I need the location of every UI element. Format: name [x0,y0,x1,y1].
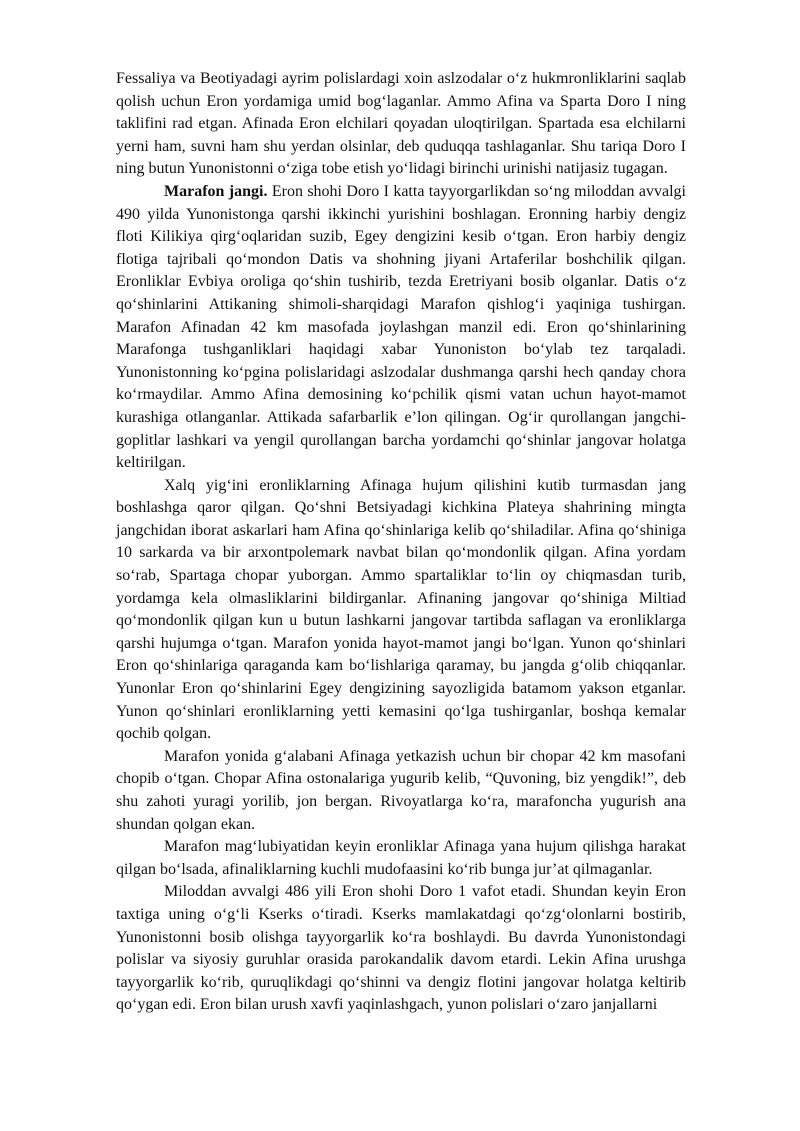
paragraph-text: Miloddan avvalgi 486 yili Eron shohi Doro 1 vafot etadi. Shundan keyin Eron taxtiga uning o‘g‘li Kserks o‘tiradi. Kserks mamlakatdagi qo‘zg‘olonlarni bostirib, Yunonistonni bosib olishga tayyorgarlik ko‘ra boshlaydi. Bu davrda Yunonistondagi polislar va siyosiy guruhlar orasida parokandalik davom etardi. Lekin Afina urushga tayyorgarlik ko‘rib, quruqlikdagi qo‘shinni va dengiz flotini jangovar holatga keltirib qo‘ygan edi. Eron bilan urush xavfi yaqinlashgach, yunon polislari o‘zaro janjallarni [116,883,686,1014]
paragraph-text: Xalq yig‘ini eronliklarning Afinaga hujum qilishini kutib turmasdan jang boshlashga qaror qilgan. Qo‘shni Betsiyadagi kichkina Plateya shahrining mingta jangchidan iborat askarlari ham Afina qo‘shinlariga kelib qo‘shiladilar. Afina qo‘shiniga 10 sarkarda va bir arxontpolemark navbat bilan qo‘mondonlik qilgan. Afina yordam so‘rab, Spartaga chopar yuborgan. Ammo spartaliklar to‘lin oy chiqmasdan turib, yordamga kela olmasliklarini bildirganlar. Afinaning jangovar qo‘shiniga Miltiad qo‘mondonlik qilgan kun u butun lashkarni jangovar tartibda saflagan va eronliklarga qarshi hujumga o‘tgan. Marafon yonida hayot-mamot jangi bo‘lgan. Yunon qo‘shinlari Eron qo‘shinlariga qaraganda kam bo‘lishlariga qaramay, bu jangda g‘olib chiqqanlar. Yunonlar Eron qo‘shinlarini Egey dengizining sayozligida batamom yakson etganlar. Yunon qo‘shinlari eronliklarning yetti kemasini qo‘lga tushirganlar, boshqa kemalar qochib qolgan. [116,476,686,743]
paragraph-text: Marafon mag‘lubiyatidan keyin eronliklar Afinaga yana hujum qilishga harakat qilgan bo‘lsada, afinaliklarning kuchli mudofaasini ko‘rib bunga jur’at qilmaganlar. [116,838,686,878]
paragraph-text: Fessaliya va Beotiyadagi ayrim polislardagi xoin aslzodalar o‘z hukmronliklarini saqlab qolish uchun Eron yordamiga umid bog‘laganlar. Ammo Afina va Sparta Doro I ning taklifini rad etgan. Afinada Eron elchilari qoyadan uloqtirilgan. Spartada esa elchilarni yerni ham, suvni ham shu yerdan olsinlar, deb quduqqa tashlaganlar. Shu tariqa Doro I ning butun Yunonistonni o‘ziga tobe etish yo‘lidagi birinchi urinishi natijasiz tugagan. [116,70,686,178]
document-page [116,68,686,1017]
paragraph-6 [116,881,686,1017]
paragraph-1 [116,68,686,181]
paragraph-3 [116,475,686,746]
section-heading-marathon-battle: Marafon jangi. [164,182,268,200]
paragraph-5 [116,836,686,881]
paragraph-2 [116,181,686,475]
paragraph-4 [116,746,686,836]
paragraph-text: Marafon yonida g‘alabani Afinaga yetkazish uchun bir chopar 42 km masofani chopib o‘tgan. Chopar Afina ostonalariga yugurib kelib, “Quvoning, biz yengdik!”, deb shu zahoti yuragi yorilib, jon bergan. Rivoyatlarga ko‘ra, marafoncha yugurish ana shundan qolgan ekan. [116,747,686,833]
paragraph-text: Eron shohi Doro I katta tayyorgarlikdan so‘ng miloddan avvalgi 490 yilda Yunonistonga qarshi ikkinchi yurishini boshlagan. Eronning harbiy dengiz floti Kilikiya qirg‘oqlaridan suzib, Egey dengizini kesib o‘tgan. Eron harbiy dengiz flotiga tajribali qo‘mondon Datis va shohning jiyani Artaferilar boshchilik qilgan. Eronliklar Evbiya oroliga qo‘shin tushirib, tezda Eretriyani bosib olganlar. Datis o‘z qo‘shinlarini Attikaning shimoli-sharqidagi Marafon qishlog‘i yaqiniga tushirgan. Marafon Afinadan 42 km masofada joylashgan manzil edi. Eron qo‘shinlarining Marafonga tushganliklari haqidagi xabar Yunoniston bo‘ylab tez tarqaladi. Yunonistonning ko‘pgina polislaridagi aslzodalar dushmanga qarshi hech qanday chora ko‘rmaydilar. Ammo Afina demosining ko‘pchilik qismi vatan uchun hayot-mamot kurashiga otlanganlar. Attikada safarbarlik e’lon qilingan. Og‘ir qurollangan jangchi-goplitlar lashkari va yengil qurollangan barcha yordamchi qo‘shinlar jangovar holatga keltirilgan. [116,182,687,472]
